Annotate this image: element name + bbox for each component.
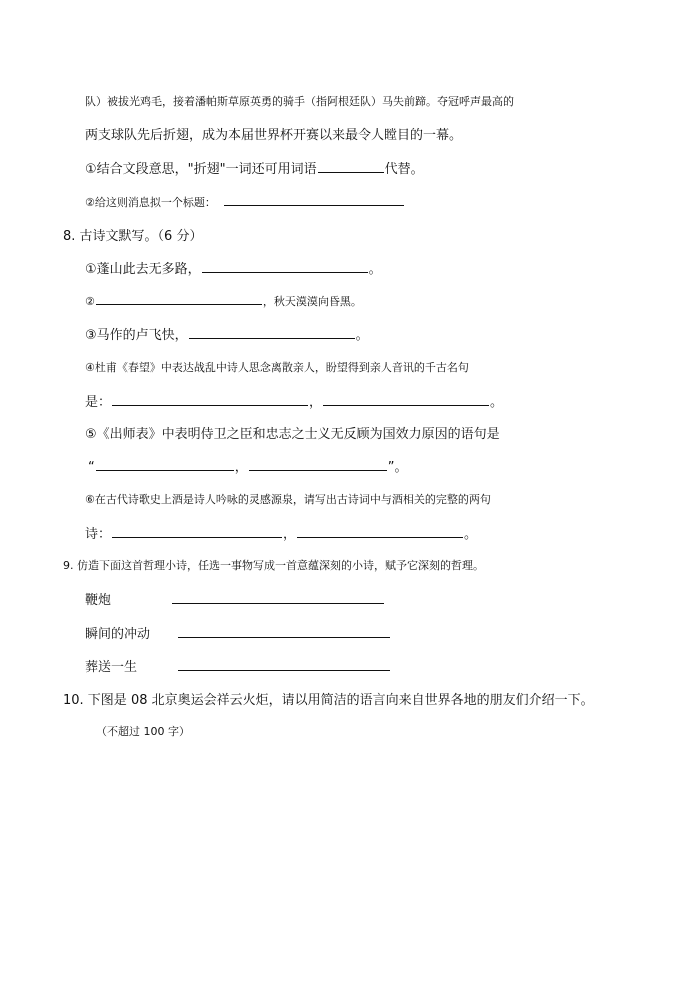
q7-sub2: [85, 197, 405, 208]
q8-period: 。: [368, 262, 382, 277]
q9-row-2-label: 瞬间的冲动: [85, 627, 151, 642]
q9-row-2: [85, 628, 391, 641]
q8-comma: ，: [283, 527, 297, 542]
q9-row-3-label: 葬送一生: [85, 660, 138, 675]
q7-sub1: [85, 163, 424, 176]
answer-blank[interactable]: [172, 602, 384, 604]
q9-row-3: [85, 661, 391, 674]
q8-item-6-label: 诗：: [85, 527, 112, 542]
answer-blank[interactable]: [189, 337, 355, 339]
q8-item-5-prompt: ⑤《出师表》中表明侍卫之臣和忠志之士义无反顾为国效力原因的语句是: [85, 427, 500, 442]
q7-sub1-quote: "折翅"一词还可用词语: [187, 162, 317, 177]
answer-blank[interactable]: [112, 536, 282, 538]
q8-item-4-answer: [85, 396, 503, 409]
q8-comma: ，: [234, 460, 248, 475]
q10-note: （不超过 100 字）: [96, 725, 190, 738]
answer-blank[interactable]: [323, 404, 489, 406]
q8-item-2-num: ②: [85, 295, 95, 308]
q8-heading: 8. 古诗文默写。（6 分）: [63, 229, 203, 244]
q8-item-6-prompt: ⑥在古代诗歌史上酒是诗人吟咏的灵感源泉，请写出古诗词中与酒相关的完整的两句: [85, 493, 491, 506]
answer-blank[interactable]: [249, 469, 387, 471]
q9-row-1: [85, 594, 385, 607]
answer-blank[interactable]: [297, 536, 463, 538]
q8-item-4-prompt: ④杜甫《春望》中表达战乱中诗人思念离散亲人，盼望得到亲人音讯的千古名句: [85, 361, 469, 374]
q8-comma: ，: [309, 395, 323, 410]
q8-item-1: [85, 263, 382, 276]
q8-item-4-label: 是：: [85, 395, 112, 410]
q8-period: 。: [355, 328, 369, 343]
q8-item-2: [85, 296, 362, 307]
answer-blank[interactable]: [202, 271, 368, 273]
answer-blank[interactable]: [96, 469, 234, 471]
q7-sub2-label: ②给这则消息拟一个标题：: [85, 196, 216, 209]
answer-blank[interactable]: [96, 303, 262, 305]
answer-blank[interactable]: [112, 404, 308, 406]
q10-heading: 10. 下图是 08 北京奥运会祥云火炬，请以用简洁的语言向来自世界各地的朋友们介绍一下。: [63, 693, 594, 708]
q8-item-5-answer: [88, 461, 408, 474]
q8-item-6-answer: [85, 528, 477, 541]
q9-row-1-label: 鞭炮: [85, 593, 112, 608]
passage-line-2: 两支球队先后折翅，成为本届世界杯开赛以来最令人瞠目的一幕。: [85, 128, 463, 143]
q8-period: 。: [490, 395, 504, 410]
q8-open-quote: “: [88, 460, 95, 475]
q7-sub1-end: 代替。: [384, 162, 424, 177]
answer-blank[interactable]: [178, 669, 390, 671]
q8-item-2-text: ，秋天漠漠向昏黑。: [262, 295, 362, 308]
answer-blank[interactable]: [318, 171, 384, 173]
q8-period: 。: [464, 527, 478, 542]
q8-item-3: [85, 329, 369, 342]
q8-close-quote: ”。: [387, 460, 408, 475]
answer-blank[interactable]: [178, 636, 390, 638]
q7-sub1-label: ①结合文段意思，: [85, 162, 188, 177]
q8-item-1-text: ①蓬山此去无多路，: [85, 262, 201, 277]
answer-blank[interactable]: [224, 204, 404, 206]
passage-line-1: 队）被拔光鸡毛，接着潘帕斯草原英勇的骑手（指阿根廷队）马失前蹄。夺冠呼声最高的: [85, 95, 514, 108]
q8-item-3-text: ③马作的卢飞快，: [85, 328, 188, 343]
q9-heading: 9. 仿造下面这首哲理小诗，任选一事物写成一首意蕴深刻的小诗，赋予它深刻的哲理。: [63, 559, 484, 572]
